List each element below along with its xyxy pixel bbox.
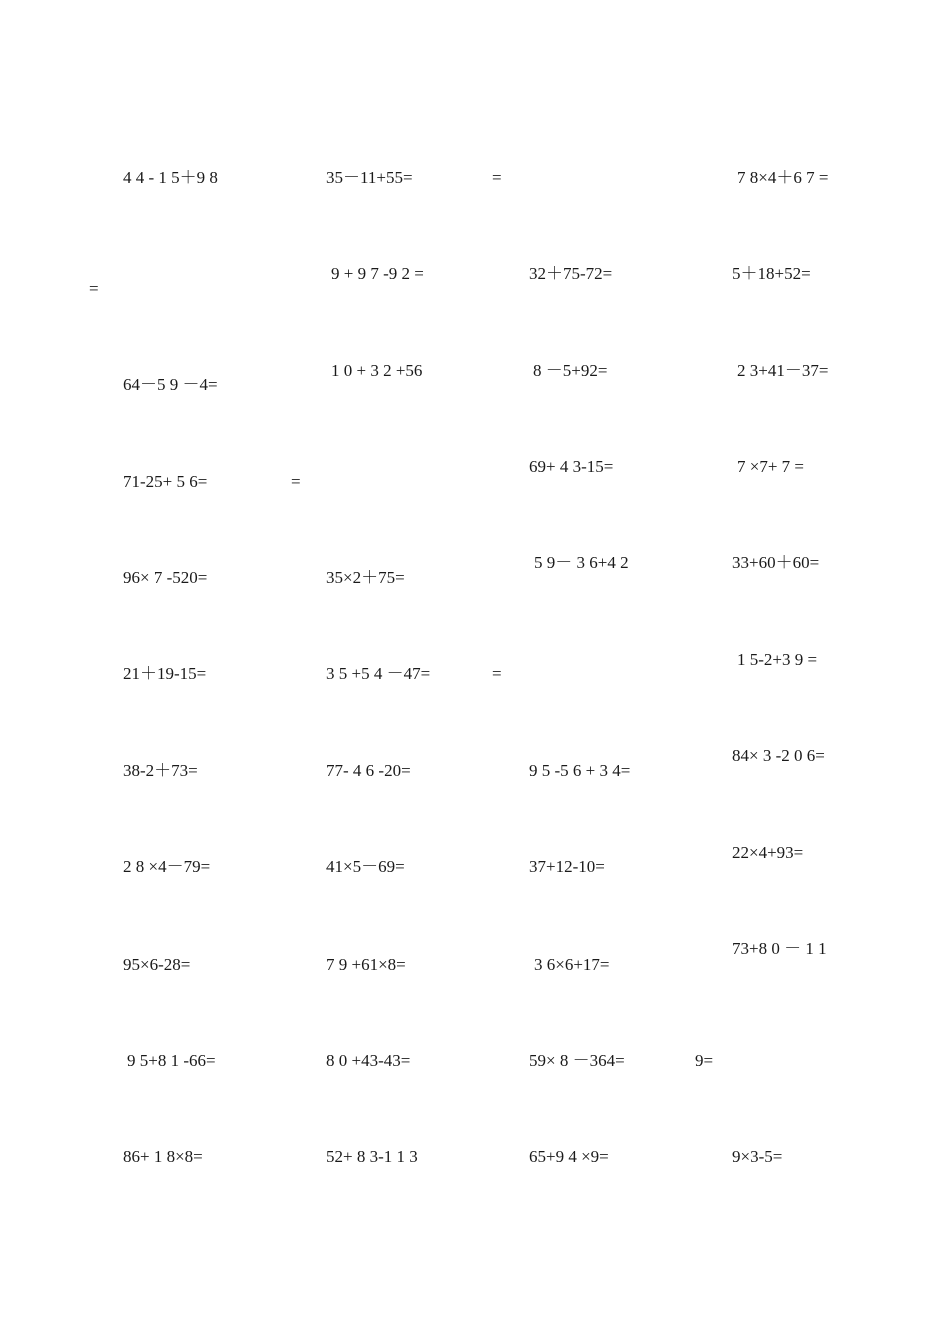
problem: 2 8 ×4－79= xyxy=(123,857,211,876)
problem: 5 9－ 3 6+4 2 xyxy=(534,553,629,572)
problem: 35－11+55= xyxy=(326,168,413,187)
problem: 3 5 +5 4 －47= xyxy=(326,664,431,683)
problem: 7 9 +61×8= xyxy=(326,955,406,974)
problem: 7 ×7+ 7 = xyxy=(737,457,805,476)
problem: 5＋18+52= xyxy=(732,264,811,283)
problem: = xyxy=(492,664,502,683)
problem: 73+8 0 － 1 1 xyxy=(732,939,827,958)
problem: 9 + 9 7 -9 2 = xyxy=(331,264,424,283)
problem: 71-25+ 5 6= xyxy=(123,472,208,491)
problem: 35×2＋75= xyxy=(326,568,405,587)
problem: 4 4 - 1 5＋9 8 xyxy=(123,168,218,187)
problem: 84× 3 -2 0 6= xyxy=(732,746,825,765)
problem: = xyxy=(492,168,502,187)
problem: 96× 7 -520= xyxy=(123,568,208,587)
problem: 8 0 +43-43= xyxy=(326,1051,411,1070)
problem: 32＋75-72= xyxy=(529,264,613,283)
problem: 8 －5+92= xyxy=(533,361,608,380)
problem: 95×6-28= xyxy=(123,955,191,974)
problem: 52+ 8 3-1 1 3 xyxy=(326,1147,418,1166)
problem: 41×5－69= xyxy=(326,857,405,876)
problem: 64－5 9 －4= xyxy=(123,375,218,394)
problem: 37+12-10= xyxy=(529,857,605,876)
problem: = xyxy=(89,279,99,298)
problem: 59× 8 －364= xyxy=(529,1051,625,1070)
problem: 7 8×4＋6 7 = xyxy=(737,168,829,187)
problem: 1 5-2+3 9 = xyxy=(737,650,818,669)
problem: 86+ 1 8×8= xyxy=(123,1147,203,1166)
problem: 9×3-5= xyxy=(732,1147,783,1166)
problem: 33+60＋60= xyxy=(732,553,820,572)
problem: 21＋19-15= xyxy=(123,664,207,683)
problem: 38-2＋73= xyxy=(123,761,198,780)
problem: 3 6×6+17= xyxy=(534,955,610,974)
problem: 69+ 4 3-15= xyxy=(529,457,614,476)
problem: 77- 4 6 -20= xyxy=(326,761,411,780)
problem: = xyxy=(291,472,301,491)
problem: 1 0 + 3 2 +56 xyxy=(331,361,423,380)
problem: 2 3+41－37= xyxy=(737,361,829,380)
problem: 9= xyxy=(695,1051,714,1070)
problem: 22×4+93= xyxy=(732,843,804,862)
problem: 9 5+8 1 -66= xyxy=(127,1051,216,1070)
problem: 65+9 4 ×9= xyxy=(529,1147,609,1166)
problem: 9 5 -5 6 + 3 4= xyxy=(529,761,631,780)
